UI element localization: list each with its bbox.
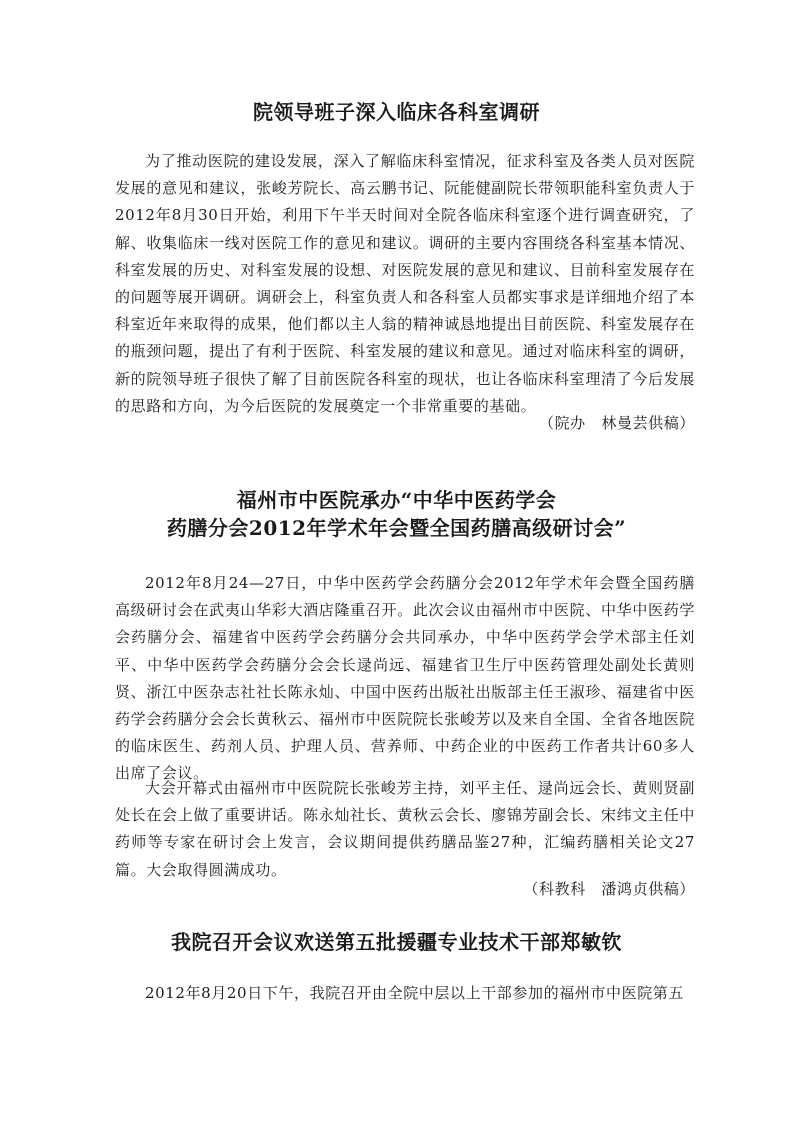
article-2-credit: （科教科 潘鸿贞供稿） — [523, 880, 695, 898]
article-1-body: 为了推动医院的建设发展，深入了解临床科室情况，征求科室及各类人员对医院发展的意见和建议，张峻芳院长、高云鹏书记、阮能健副院长带领职能科室负责人于2012年8月30日开始，利用下午半天时间对全院各临床科室逐个进行调查研究，了解、收集临床一线对医院工作的意见和建议。调研的主要内容围绕各科室基本情况、科室发展的历史、对科室发展的设想、对医院发展的意见和建议、目前科室发展存在的问题等展开调研。调研会上，科室负责人和各科室人员都实事求是详细地介绍了本科室近年来取得的成果，他们都以主人翁的精神诚恳地提出目前医院、科室发展存在的瓶颈问题，提出了有利于医院、科室发展的建议和意见。通过对临床科室的调研，新的院领导班子很快了解了目前医院各科室的现状，也让各临床科室理清了今后发展的思路和方向，为今后医院的发展奠定一个非常重要的基础。 — [115, 152, 695, 415]
article-3-body: 2012年8月20日下午，我院召开由全院中层以上干部参加的福州市中医院第五 — [145, 984, 685, 1002]
article-3-title: 我院召开会议欢送第五批援疆专业技术干部郑敏钦 — [171, 930, 622, 954]
article-2-title-line-1: 福州市中医院承办“中华中医药学会 — [236, 488, 557, 512]
article-1-credit: （院办 林曼芸供稿） — [538, 414, 695, 432]
article-2-paragraph-1: 2012年8月24—27日，中华中医药学会药膳分会2012年学术年会暨全国药膳高级研讨会在武夷山华彩大酒店隆重召开。此次会议由福州市中医院、中华中医药学会药膳分会、福建省中医药学会药膳分会共同承办，中华中医药学会学术部主任刘平、中华中医药学会药膳分会会长逯尚远、福建省卫生厅中医药管理处副处长黄则贤、浙江中医杂志社社长陈永灿、中国中医药出版社出版部主任王淑珍、福建省中医药学会药膳分会会长黄秋云、福州市中医院院长张峻芳以及来自全国、全省各地医院的临床医生、药剂人员、护理人员、营养师、中药企业的中医药工作者共计60多人出席了会议。 — [115, 574, 695, 783]
article-2-title-line-2: 药膳分会2012年学术年会暨全国药膳高级研讨会” — [166, 516, 627, 540]
article-1-title: 院领导班子深入临床各科室调研 — [253, 100, 540, 124]
article-2-paragraph-2: 大会开幕式由福州市中医院院长张峻芳主持，刘平主任、逯尚远会长、黄则贤副处长在会上做了重要讲话。陈永灿社长、黄秋云会长、廖锦芳副会长、宋纬文主任中药师等专家在研讨会上发言，会议期间提供药膳品鉴27种，汇编药膳相关论文27篇。大会取得圆满成功。 — [115, 779, 695, 879]
